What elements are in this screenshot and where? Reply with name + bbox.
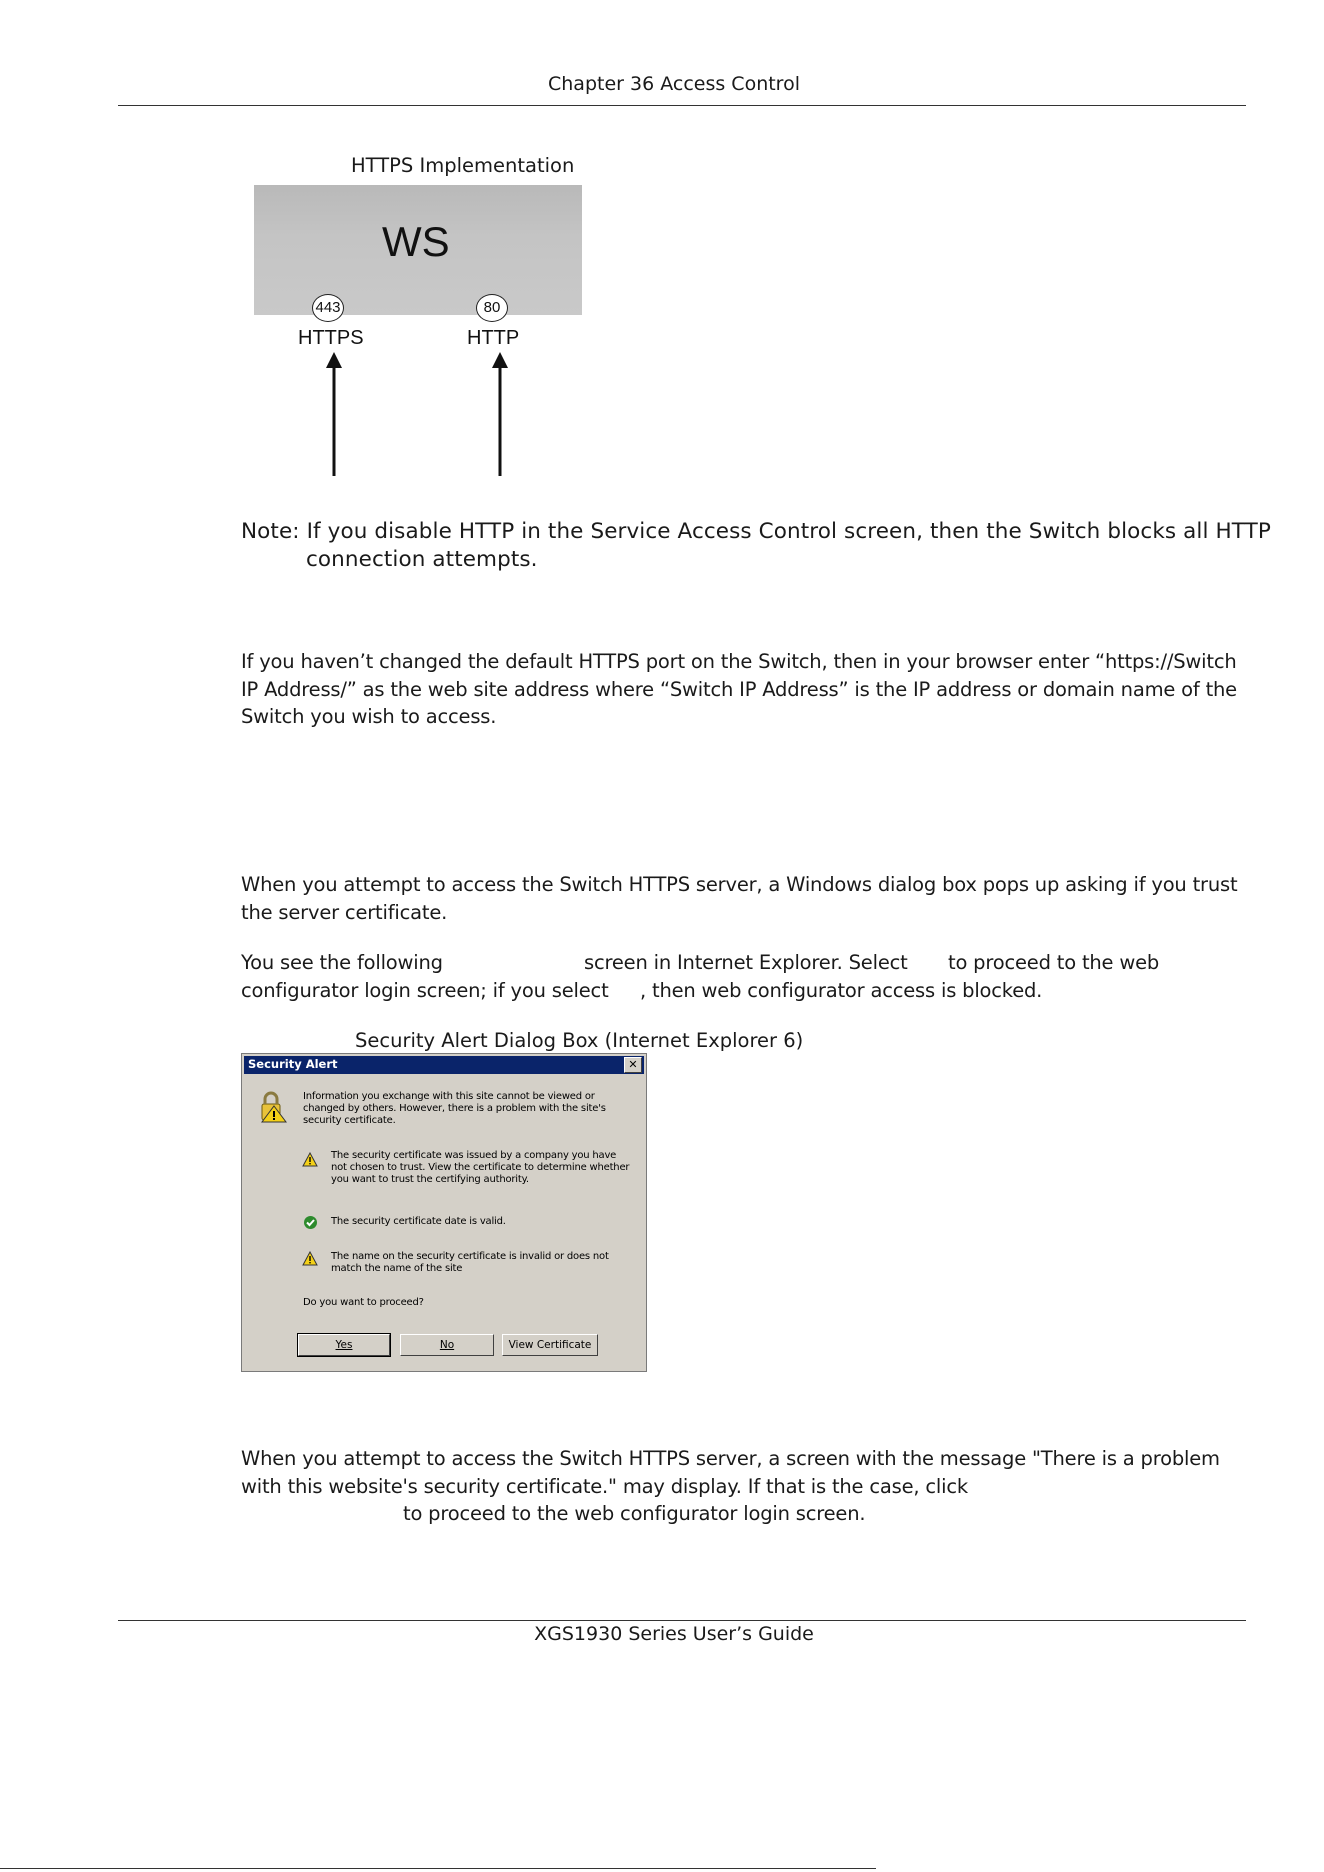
header-rule xyxy=(118,105,1246,106)
intro-line-1: Information you exchange with this site cannot be viewed or xyxy=(303,1091,595,1102)
warning-icon xyxy=(302,1152,318,1167)
item1-line-1: The security certificate was issued by a company you have xyxy=(331,1150,617,1161)
figure1-caption: HTTPS Implementation xyxy=(351,154,575,177)
http-label: HTTP xyxy=(467,327,520,349)
no-button[interactable] xyxy=(400,1334,494,1356)
proceed-question: Do you want to proceed? xyxy=(303,1297,424,1308)
intro-line-3: security certificate. xyxy=(303,1115,396,1126)
note-line-2: connection attempts. xyxy=(306,547,538,572)
http-arrow xyxy=(492,352,508,476)
figure2-caption: Security Alert Dialog Box (Internet Explorer 6) xyxy=(355,1029,804,1052)
para3-line-1b: screen in Internet Explorer. Select xyxy=(584,951,908,974)
footer-guide-title: XGS1930 Series User’s Guide xyxy=(534,1623,814,1645)
para1-line-3: Switch you wish to access. xyxy=(241,705,497,728)
intro-line-2: changed by others. However, there is a problem with the site's xyxy=(303,1103,606,1114)
view-certificate-button[interactable] xyxy=(502,1334,598,1356)
footer-rule xyxy=(118,1620,1246,1621)
item1-line-3: you want to trust the certifying authority. xyxy=(331,1174,529,1185)
chapter-header: Chapter 36 Access Control xyxy=(548,73,800,95)
item1-line-2: not chosen to trust. View the certificate to determine whether xyxy=(331,1162,630,1173)
no-label: No xyxy=(439,1339,455,1351)
yes-button[interactable] xyxy=(298,1334,390,1356)
para2-line-2: the server certificate. xyxy=(241,901,448,924)
item2-line-1: The security certificate date is valid. xyxy=(331,1216,506,1227)
para1-line-2: IP Address/” as the web site address where “Switch IP Address” is the IP address or domain name of the xyxy=(241,678,1237,701)
para1-line-1: If you haven’t changed the default HTTPS port on the Switch, then in your browser enter “https://Switch xyxy=(241,650,1237,673)
port-80-circle: 80 xyxy=(476,294,508,322)
item3-line-1: The name on the security certificate is invalid or does not xyxy=(331,1251,609,1262)
note-line-1: Note: If you disable HTTP in the Service Access Control screen, then the Switch blocks all HTTP xyxy=(241,519,1271,544)
port-443-circle: 443 xyxy=(312,294,344,322)
dialog-titlebar xyxy=(244,1056,644,1074)
view-certificate-label: View Certificate xyxy=(508,1339,592,1351)
para3-line-2b: , then web configurator access is blocked. xyxy=(640,979,1043,1002)
para3-line-2a: configurator login screen; if you select xyxy=(241,979,609,1002)
yes-label: Yes xyxy=(335,1339,353,1351)
item3-line-2: match the name of the site xyxy=(331,1263,463,1274)
check-icon xyxy=(303,1215,318,1230)
lock-warning-icon xyxy=(256,1090,288,1124)
https-arrow xyxy=(326,352,342,476)
warning-icon xyxy=(302,1251,318,1266)
server-label: WS xyxy=(382,218,450,265)
arrows-graphic xyxy=(320,352,520,487)
para2-line-1: When you attempt to access the Switch HTTPS server, a Windows dialog box pops up asking if you trust xyxy=(241,873,1238,896)
para3-line-1c: to proceed to the web xyxy=(948,951,1160,974)
bottom-rule xyxy=(0,1868,876,1869)
dialog-title: Security Alert xyxy=(248,1057,338,1071)
https-label: HTTPS xyxy=(298,327,364,349)
security-alert-dialog xyxy=(241,1053,647,1372)
para4-line-3: to proceed to the web configurator login screen. xyxy=(403,1502,866,1525)
para4-line-2: with this website's security certificate." may display. If that is the case, click xyxy=(241,1475,968,1498)
close-button[interactable]: ✕ xyxy=(624,1057,642,1073)
para4-line-1: When you attempt to access the Switch HTTPS server, a screen with the message "There is a problem xyxy=(241,1447,1220,1470)
para3-line-1a: You see the following xyxy=(241,951,443,974)
